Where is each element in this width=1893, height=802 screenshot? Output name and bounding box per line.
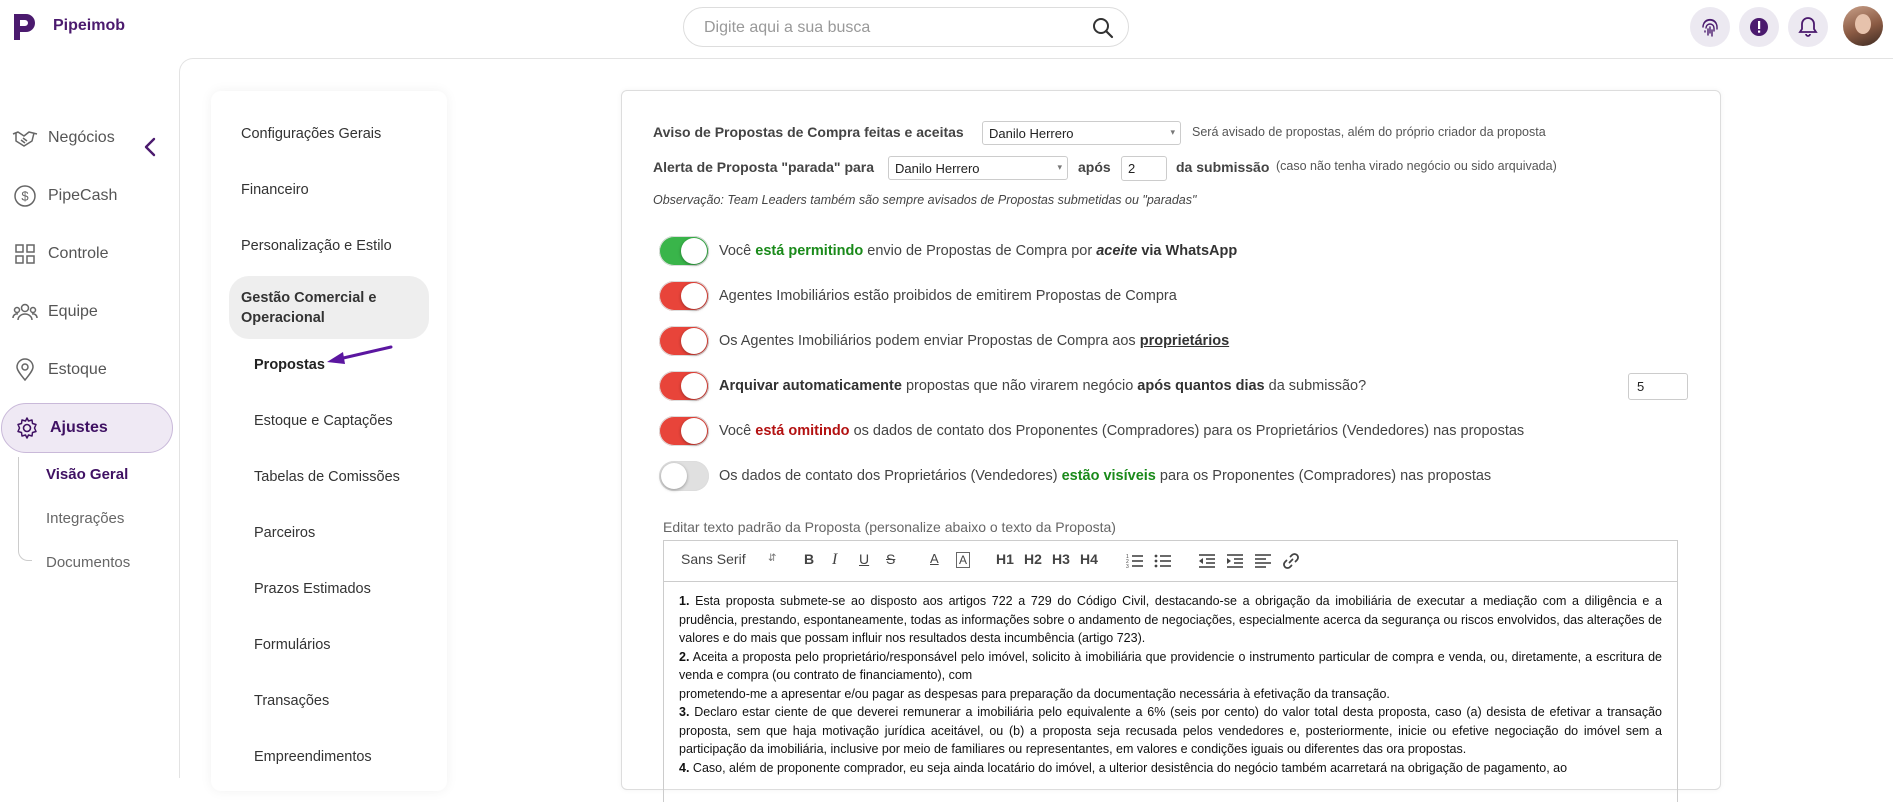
toggle-text-bold: após quantos dias (1137, 378, 1265, 394)
menu-selected-label: Gestão Comercial e Operacional (241, 290, 377, 326)
text-color-button[interactable]: A (930, 551, 939, 566)
toggle-text: Você (719, 243, 756, 259)
chevron-down-icon: ▾ (1170, 127, 1175, 137)
menu-subitem-parceiros[interactable]: Parceiros (254, 525, 316, 541)
clause-number: 3. (679, 705, 690, 719)
toggle-text-bold: via WhatsApp (1137, 243, 1238, 259)
chevron-down-icon: ▾ (1057, 162, 1062, 172)
alerta-label: Alerta de Proposta "parada" para (653, 159, 875, 175)
editor-toolbar (663, 540, 1678, 582)
nav-item-controle[interactable] (0, 230, 172, 278)
svg-text:2: 2 (1126, 559, 1129, 565)
subnav-item-visao-geral[interactable]: Visão Geral (46, 466, 129, 483)
editor-paragraph (679, 685, 1662, 704)
clause-text: prometendo-me a apresentar e/ou pagar as despesas para preparação da documentação necessária à efetivação da transação. (679, 686, 1390, 701)
nav-label: Estoque (48, 361, 107, 378)
subnav-guide-line (18, 457, 32, 561)
menu-subitem-formularios[interactable]: Formulários (254, 637, 331, 653)
font-family-value: Sans Serif (681, 551, 746, 567)
nav-label: Negócios (48, 129, 115, 146)
clause-text: Caso, além de proponente comprador, eu seja ainda locatário do imóvel, a ulterior desistência do negócio também acarretará na obrigação de pagamento, ao (689, 760, 1568, 775)
heading2-button[interactable]: H2 (1024, 551, 1042, 567)
editor-paragraph (679, 703, 1662, 759)
toggle-text: propostas que não virarem negócio (901, 378, 1138, 394)
nav-item-pipecash[interactable] (0, 172, 172, 220)
editor-label: Editar texto padrão da Proposta (personalize abaixo o texto da Proposta) (663, 519, 1116, 535)
toggle-text: para os Proponentes (Compradores) nas propostas (1155, 468, 1492, 484)
menu-subitem-transacoes[interactable]: Transações (254, 693, 330, 709)
alert-icon (1748, 16, 1770, 38)
toggle-omitir-contato[interactable] (659, 416, 709, 446)
brand-name[interactable]: Pipeimob (53, 17, 126, 34)
toggle-text-highlight: estão visíveis (1061, 468, 1156, 484)
clause-text: Declaro estar ciente de que deverei remunerar a imobiliária pelo equivalente a 6% (seis por cento) do valor total desta proposta, caso (a) desista de efetivar a transação proposta, sem que haja motivação jurídica aceitável, ou (b) a proposta seja recusada pelos vendedores e, posteriormente, inicie ou efetive negociação do imóvel sem a participação da imobiliária, inclusive por meio de familiares ou representantes, em valores e condições iguais ou diferentes das ora propostas. (679, 705, 1662, 756)
search-icon[interactable] (1092, 17, 1114, 39)
aviso-select[interactable] (982, 121, 1181, 145)
apos-days-value: 2 (1128, 161, 1136, 176)
menu-subitem-prazos-estimados[interactable]: Prazos Estimados (254, 581, 371, 597)
proposal-text-editor[interactable] (663, 582, 1678, 802)
toggle-arquivar-automaticamente[interactable] (659, 371, 709, 401)
clause-number: 2. (679, 649, 690, 664)
gear-icon (14, 415, 40, 441)
toggle-label-arquivar (719, 378, 1366, 394)
svg-text:1: 1 (1126, 554, 1129, 560)
bell-icon (1798, 16, 1818, 38)
editor-paragraph (679, 592, 1662, 648)
editor-paragraph (679, 759, 1662, 778)
nav-item-estoque[interactable] (0, 346, 172, 394)
menu-item-financeiro[interactable]: Financeiro (241, 182, 309, 198)
nav-item-ajustes[interactable] (1, 403, 173, 453)
toggle-knob (681, 328, 707, 354)
nav-label: Ajustes (50, 419, 108, 436)
fingerprint-button[interactable] (1690, 7, 1730, 47)
toggle-knob (661, 463, 687, 489)
toggle-enviar-proprietarios[interactable] (659, 326, 709, 356)
clause-number: 4. (679, 760, 690, 775)
svg-text:$: $ (21, 188, 29, 204)
fingerprint-icon (1698, 15, 1722, 39)
grid-icon (12, 241, 38, 267)
pipeimob-logo[interactable] (10, 12, 38, 42)
menu-item-configuracoes-gerais[interactable]: Configurações Gerais (241, 126, 382, 142)
bold-button[interactable]: B (804, 551, 815, 567)
toggle-knob (681, 283, 707, 309)
menu-subitem-propostas[interactable]: Propostas (254, 357, 325, 373)
search-bar[interactable] (683, 7, 1129, 47)
heading1-button[interactable]: H1 (996, 551, 1014, 567)
link-icon[interactable] (1282, 552, 1300, 570)
subnav-item-integracoes[interactable]: Integrações (46, 510, 125, 527)
editor-paragraph (679, 648, 1662, 685)
svg-text:3: 3 (1126, 564, 1129, 569)
avatar-face (1855, 14, 1871, 34)
toggle-text-bold: Arquivar automaticamente (719, 378, 902, 394)
toggle-text-underlined: proprietários (1139, 333, 1230, 349)
aviso-note: Será avisado de propostas, além do próprio criador da proposta (1192, 125, 1546, 139)
ordered-list-icon[interactable] (1126, 553, 1144, 569)
nav-label: PipeCash (48, 187, 118, 204)
toggle-text: os dados de contato dos Proponentes (Compradores) para os Proprietários (Vendedores) nas propostas (849, 423, 1525, 439)
toggle-text-highlight: está permitindo (755, 243, 864, 259)
toggle-text: Os Agentes Imobiliários podem enviar Propostas de Compra aos (719, 333, 1140, 349)
font-family-select[interactable] (681, 551, 746, 567)
toggle-permitir-whatsapp[interactable] (659, 236, 709, 266)
toggle-text-highlight: está omitindo (755, 423, 850, 439)
toggle-knob (681, 373, 707, 399)
toggle-label-visiveis (719, 468, 1491, 484)
subnav-item-documentos[interactable]: Documentos (46, 554, 131, 571)
toggle-text-emphasis: aceite (1096, 243, 1138, 259)
toggle-label-proprietarios (719, 333, 1229, 349)
clause-number: 1. (679, 594, 690, 608)
font-select-caret-icon: ⇵ (768, 553, 777, 564)
toggle-text: Você (719, 423, 756, 439)
heading3-button[interactable]: H3 (1052, 551, 1070, 567)
toggle-proibir-propostas[interactable] (659, 281, 709, 311)
dollar-icon (12, 183, 38, 209)
avatar[interactable] (1843, 6, 1883, 46)
toggle-label-whatsapp (719, 243, 1237, 259)
nav-item-negocios[interactable] (0, 114, 172, 162)
alerta-select-value: Danilo Herrero (895, 161, 980, 176)
location-icon (12, 357, 38, 383)
menu-item-personalizacao[interactable]: Personalização e Estilo (241, 238, 392, 254)
arrow-pointer-icon (325, 344, 395, 368)
nav-label: Controle (48, 245, 109, 262)
arquivar-days-value: 5 (1637, 379, 1645, 394)
toggle-label-omitir (719, 423, 1524, 439)
search-input[interactable] (704, 17, 1064, 39)
arquivar-days-input[interactable] (1628, 373, 1688, 400)
italic-button[interactable]: I (832, 551, 838, 568)
apos-label: após (1078, 159, 1111, 175)
bullet-list-icon[interactable] (1154, 553, 1172, 569)
menu-item-gestao-comercial[interactable] (229, 276, 429, 339)
menu-subitem-empreendimentos[interactable]: Empreendimentos (254, 749, 372, 765)
toggle-dados-visiveis[interactable] (659, 461, 709, 491)
heading4-button[interactable]: H4 (1080, 551, 1098, 567)
clause-text: Aceita a proposta pelo proprietário/responsável pelo imóvel, solicito à imobiliária que providencie o instrumento particular de compra e venda, ou, diretamente, a escritura de venda e compra (ou contrato de financiamento), com (679, 649, 1662, 682)
outdent-icon[interactable] (1198, 553, 1216, 569)
menu-subitem-estoque-captacoes[interactable]: Estoque e Captações (254, 413, 393, 429)
handshake-icon (12, 125, 38, 151)
aviso-select-value: Danilo Herrero (989, 126, 1074, 141)
team-icon (12, 299, 38, 325)
aviso-label: Aviso de Propostas de Compra feitas e aceitas (653, 124, 964, 140)
toggle-label-proibir: Agentes Imobiliários estão proibidos de emitirem Propostas de Compra (719, 288, 1177, 304)
alert-button[interactable] (1739, 7, 1779, 47)
observacao-note: Observação: Team Leaders também são sempre avisados de Propostas submetidas ou "paradas" (653, 193, 1197, 207)
nav-label: Equipe (48, 303, 98, 320)
indent-icon[interactable] (1226, 553, 1244, 569)
toggle-knob (681, 418, 707, 444)
strike-button[interactable]: S (886, 551, 896, 567)
toggle-text: da submissão? (1264, 378, 1367, 394)
menu-subitem-tabelas-comissoes[interactable]: Tabelas de Comissões (254, 469, 400, 485)
alerta-select[interactable] (888, 156, 1068, 180)
apos-days-input[interactable] (1121, 156, 1167, 181)
background-color-button[interactable]: A (956, 552, 970, 568)
submissao-note: (caso não tenha virado negócio ou sido arquivada) (1276, 159, 1557, 173)
underline-button[interactable]: U (859, 551, 870, 567)
top-bar (0, 0, 1893, 58)
nav-item-equipe[interactable] (0, 288, 172, 336)
toggle-text: envio de Propostas de Compra por (863, 243, 1097, 259)
clause-text: Esta proposta submete-se ao disposto aos artigos 722 a 729 do Código Civil, destacando-se a obrigação da imobiliária de executar a mediação com a diligência e a prudência, prestando, espontaneamente, todas as informações sobre o andamento de negociações, especialmente acerca da segurança ou riscos envolvidos, das alterações de valores e do mais que possam influir nos resultados desta incumbência (artigo 723). (679, 594, 1662, 645)
toggle-text: Os dados de contato dos Proprietários (Vendedores) (719, 468, 1062, 484)
submissao-label: da submissão (1176, 159, 1270, 175)
align-left-icon[interactable] (1254, 553, 1272, 569)
notifications-button[interactable] (1788, 7, 1828, 47)
toggle-knob (681, 238, 707, 264)
